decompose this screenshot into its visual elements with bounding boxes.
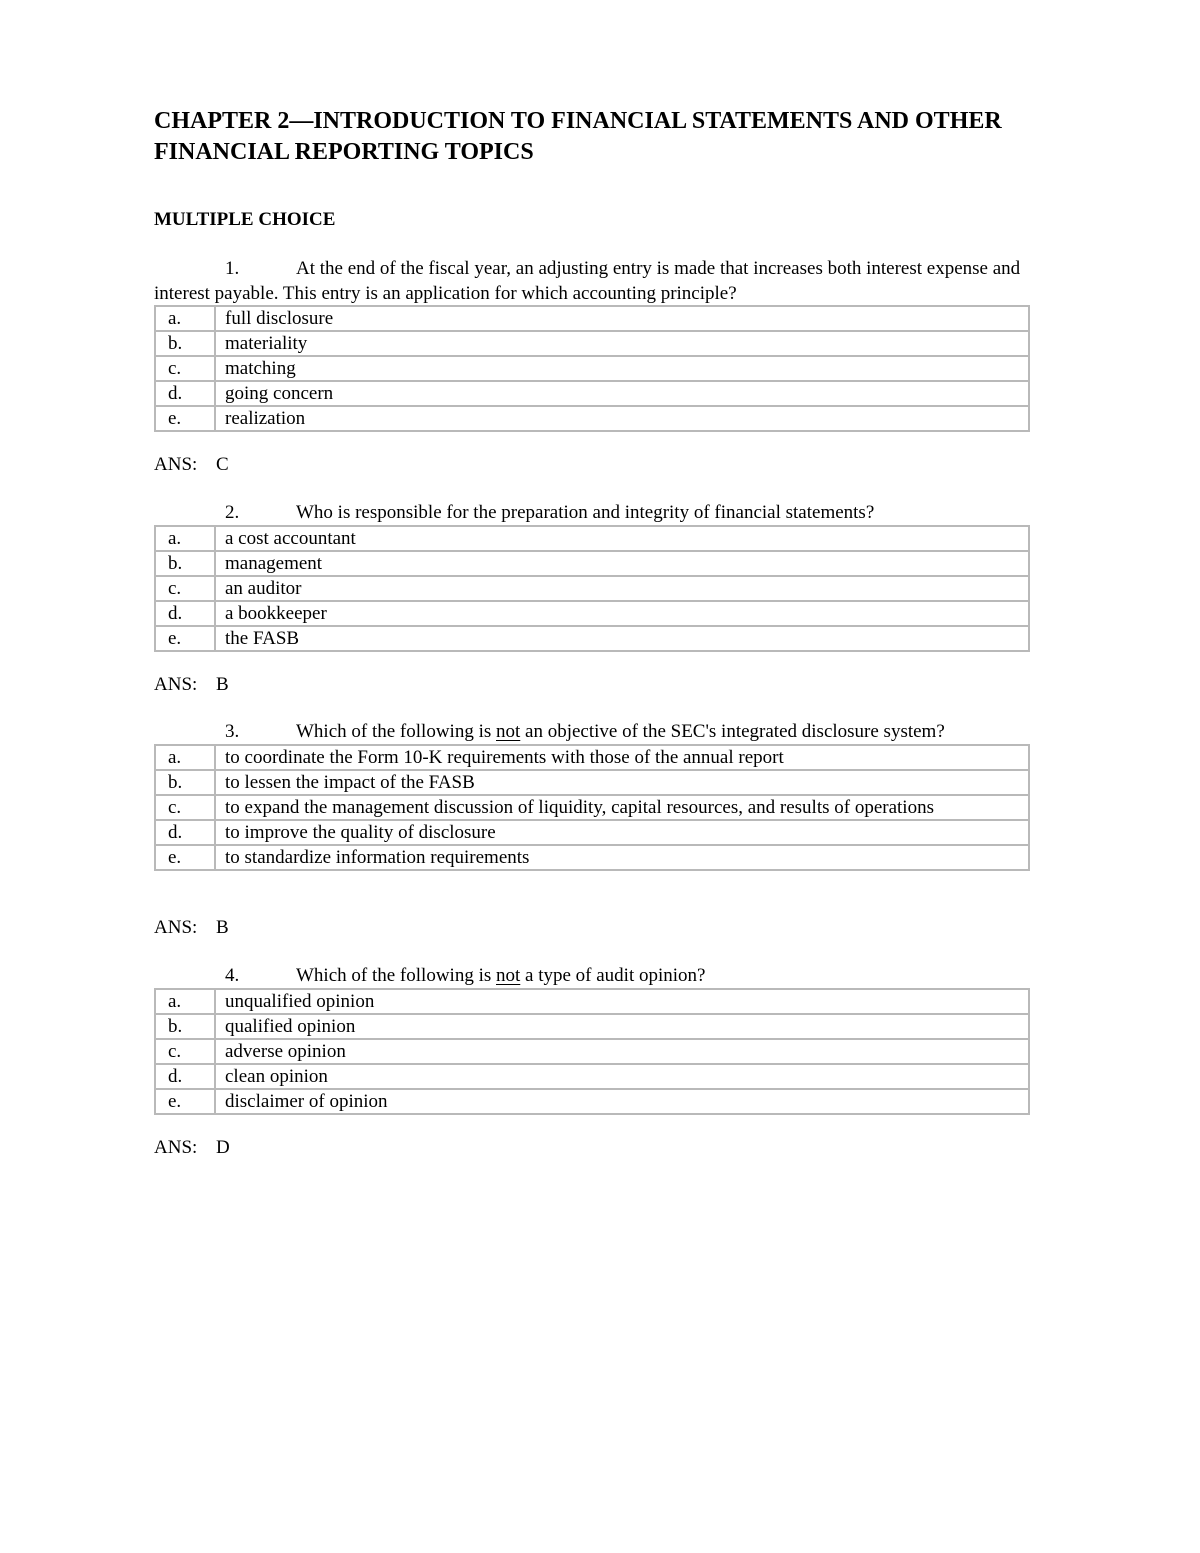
question-text-end: a type of audit opinion? bbox=[520, 965, 706, 986]
option-text: to coordinate the Form 10-K requirements with those of the annual report bbox=[215, 745, 1029, 770]
option-letter: d. bbox=[155, 381, 215, 406]
question-1-stem bbox=[154, 256, 1044, 306]
option-text: disclaimer of opinion bbox=[215, 1089, 1029, 1114]
option-text: management bbox=[215, 551, 1029, 576]
option-letter: b. bbox=[155, 770, 215, 795]
option-text: clean opinion bbox=[215, 1064, 1029, 1089]
question-emphasis: not bbox=[496, 721, 521, 742]
question-number: 1. bbox=[225, 258, 240, 279]
answer-value: C bbox=[216, 454, 229, 475]
option-letter: b. bbox=[155, 331, 215, 356]
question-1-options bbox=[154, 305, 1030, 432]
option-letter: e. bbox=[155, 626, 215, 651]
question-3-stem bbox=[154, 719, 1044, 744]
option-letter: b. bbox=[155, 551, 215, 576]
option-letter: c. bbox=[155, 356, 215, 381]
option-letter: a. bbox=[155, 745, 215, 770]
option-text: to lessen the impact of the FASB bbox=[215, 770, 1029, 795]
question-4-stem bbox=[154, 963, 1044, 988]
question-text-end: an objective of the SEC's integrated disclosure system? bbox=[520, 721, 945, 742]
answer-3 bbox=[154, 915, 229, 940]
option-row bbox=[155, 626, 1029, 651]
answer-label: ANS: bbox=[154, 1137, 198, 1158]
option-text: the FASB bbox=[215, 626, 1029, 651]
option-row bbox=[155, 820, 1029, 845]
question-4-options bbox=[154, 988, 1030, 1115]
option-text: going concern bbox=[215, 381, 1029, 406]
question-number: 2. bbox=[225, 502, 240, 523]
answer-2 bbox=[154, 672, 229, 697]
option-text: to improve the quality of disclosure bbox=[215, 820, 1029, 845]
option-row bbox=[155, 356, 1029, 381]
question-text: Who is responsible for the preparation and integrity of financial statements? bbox=[296, 502, 875, 523]
option-letter: c. bbox=[155, 1039, 215, 1064]
answer-label: ANS: bbox=[154, 674, 198, 695]
answer-value: B bbox=[216, 674, 229, 695]
option-row bbox=[155, 795, 1029, 820]
option-text: full disclosure bbox=[215, 306, 1029, 331]
question-text: Which of the following is bbox=[296, 965, 496, 986]
option-row bbox=[155, 551, 1029, 576]
option-text: a bookkeeper bbox=[215, 601, 1029, 626]
option-letter: d. bbox=[155, 820, 215, 845]
option-row bbox=[155, 1039, 1029, 1064]
question-text: Which of the following is bbox=[296, 721, 496, 742]
answer-1 bbox=[154, 452, 229, 477]
option-letter: e. bbox=[155, 1089, 215, 1114]
option-text: an auditor bbox=[215, 576, 1029, 601]
option-letter: e. bbox=[155, 845, 215, 870]
option-text: materiality bbox=[215, 331, 1029, 356]
option-text: unqualified opinion bbox=[215, 989, 1029, 1014]
answer-label: ANS: bbox=[154, 454, 198, 475]
answer-label: ANS: bbox=[154, 917, 198, 938]
option-row bbox=[155, 845, 1029, 870]
option-letter: d. bbox=[155, 601, 215, 626]
option-row bbox=[155, 770, 1029, 795]
option-letter: c. bbox=[155, 576, 215, 601]
option-row bbox=[155, 331, 1029, 356]
question-number: 4. bbox=[225, 965, 240, 986]
option-text: a cost accountant bbox=[215, 526, 1029, 551]
option-letter: b. bbox=[155, 1014, 215, 1039]
option-text: realization bbox=[215, 406, 1029, 431]
option-row bbox=[155, 381, 1029, 406]
option-text: qualified opinion bbox=[215, 1014, 1029, 1039]
chapter-title: CHAPTER 2—INTRODUCTION TO FINANCIAL STATEMENTS AND OTHER FINANCIAL REPORTING TOPICS bbox=[154, 108, 1002, 165]
question-number: 3. bbox=[225, 721, 240, 742]
question-text: At the end of the fiscal year, an adjusting entry is made that increases both interest expense and interest payable. This entry is an application for which accounting principle? bbox=[154, 258, 1021, 304]
option-row bbox=[155, 576, 1029, 601]
option-letter: d. bbox=[155, 1064, 215, 1089]
option-letter: e. bbox=[155, 406, 215, 431]
option-row bbox=[155, 1064, 1029, 1089]
option-text: matching bbox=[215, 356, 1029, 381]
option-row bbox=[155, 406, 1029, 431]
question-3-options bbox=[154, 744, 1030, 871]
option-text: to expand the management discussion of liquidity, capital resources, and results of operations bbox=[215, 795, 1029, 820]
option-letter: a. bbox=[155, 526, 215, 551]
question-emphasis: not bbox=[496, 965, 521, 986]
section-heading: MULTIPLE CHOICE bbox=[154, 209, 336, 230]
question-2-stem bbox=[154, 500, 1044, 525]
option-letter: a. bbox=[155, 306, 215, 331]
option-text: to standardize information requirements bbox=[215, 845, 1029, 870]
option-letter: c. bbox=[155, 795, 215, 820]
option-row bbox=[155, 1014, 1029, 1039]
answer-4 bbox=[154, 1135, 230, 1160]
option-letter: a. bbox=[155, 989, 215, 1014]
option-text: adverse opinion bbox=[215, 1039, 1029, 1064]
option-row bbox=[155, 526, 1029, 551]
question-2-options bbox=[154, 525, 1030, 652]
option-row bbox=[155, 306, 1029, 331]
answer-value: D bbox=[216, 1137, 230, 1158]
option-row bbox=[155, 745, 1029, 770]
option-row bbox=[155, 1089, 1029, 1114]
option-row bbox=[155, 601, 1029, 626]
option-row bbox=[155, 989, 1029, 1014]
answer-value: B bbox=[216, 917, 229, 938]
